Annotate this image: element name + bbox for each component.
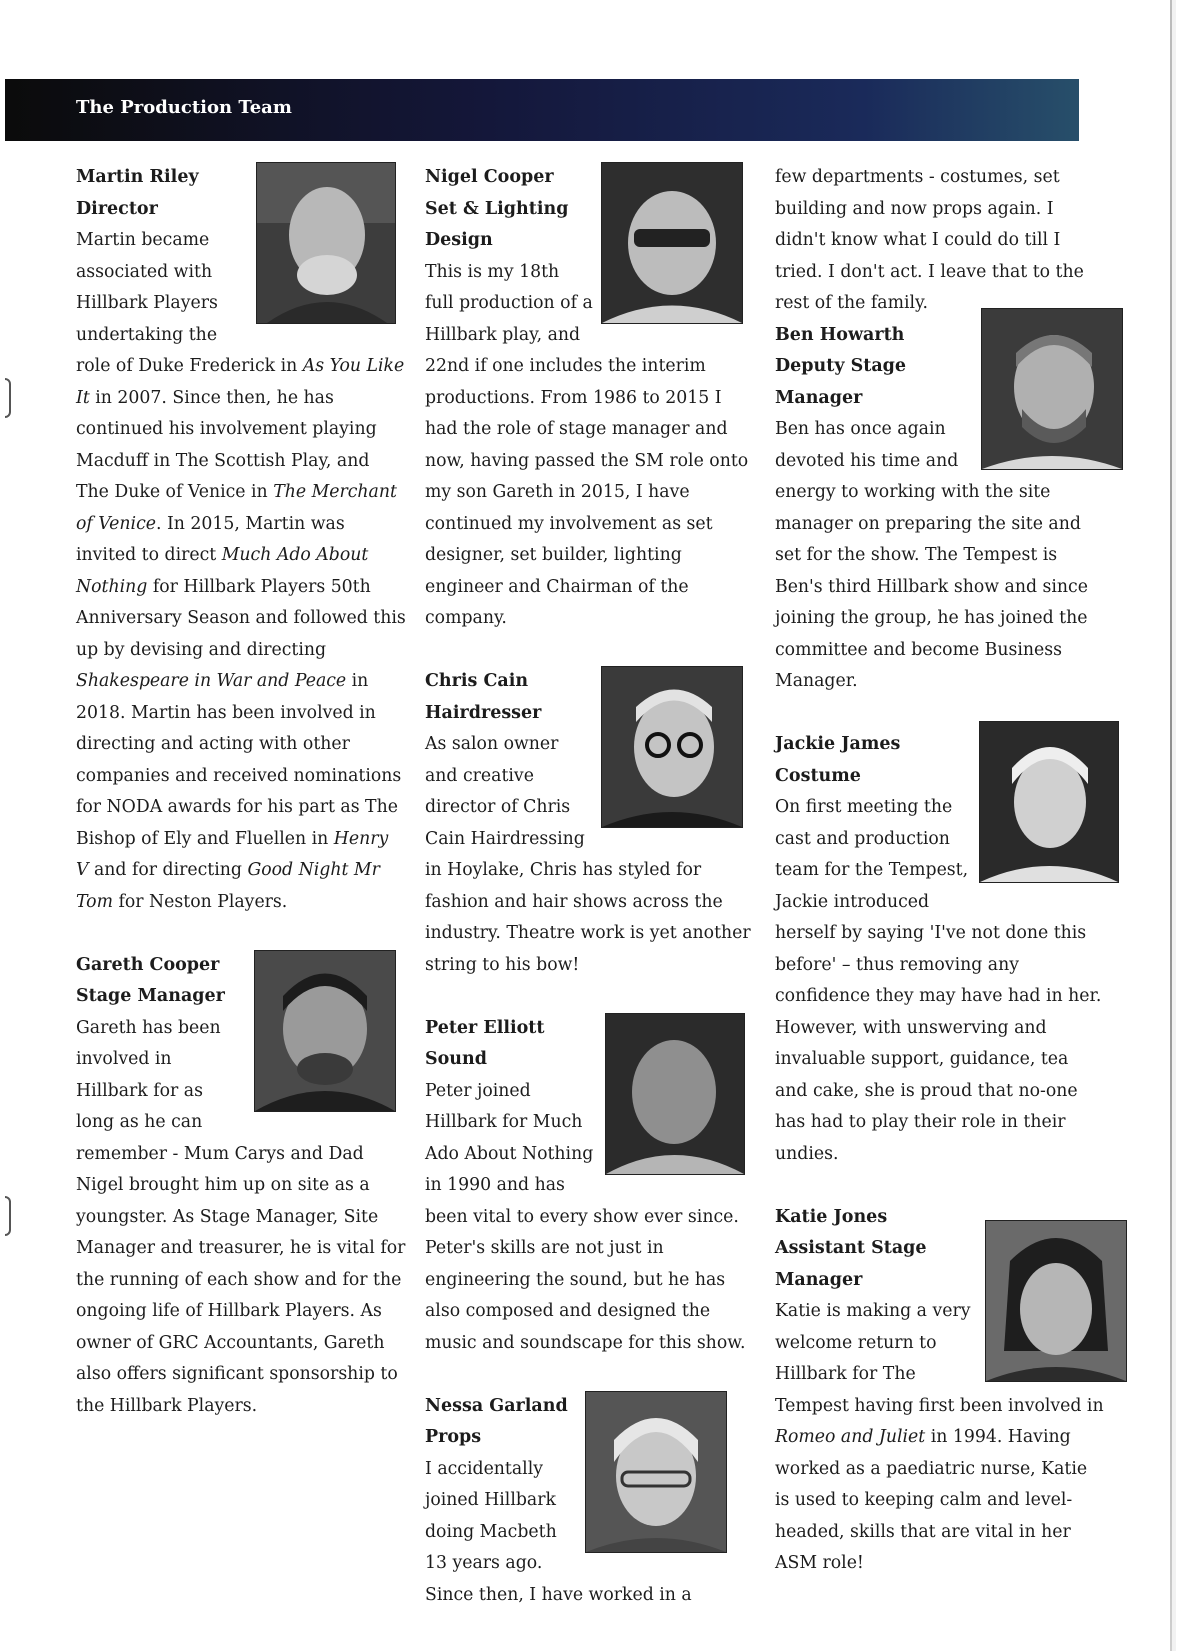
member-name: Nessa Garland (425, 1395, 568, 1416)
portrait-photo (985, 1220, 1127, 1382)
section-title: The Production Team (76, 97, 292, 118)
member-bio: Katie is making a very welcome return to Hillbark for The Tempest having first been involved in Romeo and Juliet in 1994. Having worked as a paediatric nurse, Katie is used to keeping calm and level-headed, skills that are vital in her ASM role! (775, 1301, 1104, 1573)
portrait-photo (256, 162, 396, 324)
member-bio: Gareth has been involved in Hillbark for as long as he can remember - Mum Carys and Dad Nigel brought him up on site as a youngster. As Stage Manager, Site Manager and treasurer, he is vital for the running of each show and for the ongoing life of Hillbark Players. As owner of GRC Accountants, Gareth also offers significant sponsorship to the Hillbark Players. (76, 1017, 406, 1416)
page-edge-shadow (1172, 0, 1176, 1651)
column-2 (425, 162, 755, 1611)
member-bio: On first meeting the cast and production team for the Tempest, Jackie introduced herself by saying 'I've not done this before' – thus removing any confidence they may have had in her. However, with unswerving and invaluable support, guidance, tea and cake, she is proud that no-one has had to play their role in their undies. (775, 797, 1102, 1164)
member-name: Chris Cain (425, 671, 529, 691)
member-bio: I accidentally joined Hillbark doing Macbeth 13 years ago. Since then, I have worked in a (425, 1458, 692, 1605)
team-member-chris-cain (425, 666, 755, 981)
member-name: Martin Riley (76, 167, 199, 187)
member-role: Deputy Stage Manager (775, 356, 907, 408)
member-role: Hairdresser (425, 702, 542, 723)
team-member-peter-elliott (425, 1013, 755, 1360)
member-role: Stage Manager (76, 986, 225, 1006)
team-member-martin-riley (76, 162, 406, 918)
member-bio: Peter joined Hillbark for Much Ado About Nothing in 1990 and has been vital to every show ever since. Peter's skills are not just in engineering the sound, but he has also composed and designed the music and soundscape for this show. (425, 1080, 746, 1353)
portrait-photo (979, 721, 1119, 883)
team-member-nessa-garland (425, 1391, 755, 1612)
member-bio: Martin became associated with Hillbark Players undertaking the role of Duke Frederick in As You Like It in 2007. Since then, he has continued his involvement playing Macduff in The Scottish Play, and The Duke of Venice in The Merchant of Venice. In 2015, Martin was invited to direct Much Ado About Nothing for Hillbark Players 50th Anniversary Season and followed this up by devising and directing Shakespeare in War and Peace in 2018. Martin has been involved in directing and acting with other companies and received nominations for NODA awards for his part as The Bishop of Ely and Fluellen in Henry V and for directing Good Night Mr Tom for Neston Players. (76, 230, 406, 912)
portrait-photo (585, 1391, 727, 1553)
member-role: Costume (775, 765, 861, 786)
member-name: Ben Howarth (775, 324, 905, 345)
member-name: Gareth Cooper (76, 954, 220, 975)
member-name: Peter Elliott (425, 1017, 545, 1038)
bio-continuation (775, 162, 1105, 320)
member-bio: This is my 18th full production of a Hillbark play, and 22nd if one includes the interim productions. From 1986 to 2015 I had the role of stage manager and now, having passed the SM role onto my son Gareth in 2015, I have continued my involvement as set designer, set builder, lighting engineer and Chairman of the company. (425, 261, 749, 628)
team-member-nigel-cooper (425, 162, 755, 635)
team-member-katie-jones (775, 1202, 1105, 1580)
team-member-gareth-cooper (76, 950, 406, 1423)
portrait-photo (601, 666, 743, 828)
member-role: Set & Lighting Design (425, 198, 569, 250)
member-role: Assistant Stage Manager (775, 1238, 927, 1290)
member-bio: As salon owner and creative director of Chris Cain Hairdressing in Hoylake, Chris has styled for fashion and hair shows across the industry. Theatre work is yet another string to his bow! (425, 734, 751, 975)
page-edge (1170, 0, 1172, 1651)
member-role: Props (425, 1427, 482, 1447)
column-3 (775, 162, 1105, 1580)
portrait-photo (605, 1013, 745, 1175)
team-member-ben-howarth (775, 320, 1105, 698)
member-name: Jackie James (775, 734, 901, 754)
team-member-jackie-james (775, 729, 1105, 1170)
binding-staple (5, 1196, 11, 1236)
portrait-photo (254, 950, 396, 1112)
column-1 (76, 162, 406, 1422)
continued-bio-text: few departments - costumes, set building and now props again. I didn't know what I could do till I tried. I don't act. I leave that to the rest of the family. (775, 167, 1084, 313)
portrait-photo (601, 162, 743, 324)
portrait-photo (981, 308, 1123, 470)
member-name: Katie Jones (775, 1206, 888, 1227)
member-role: Director (76, 198, 158, 219)
section-banner (5, 79, 1079, 141)
member-name: Nigel Cooper (425, 167, 554, 187)
member-bio: Ben has once again devoted his time and energy to working with the site manager on preparing the site and set for the show. The Tempest is Ben's third Hillbark show and since joining the group, he has joined the committee and become Business Manager. (775, 419, 1088, 691)
member-role: Sound (425, 1049, 487, 1069)
binding-staple (5, 378, 11, 418)
